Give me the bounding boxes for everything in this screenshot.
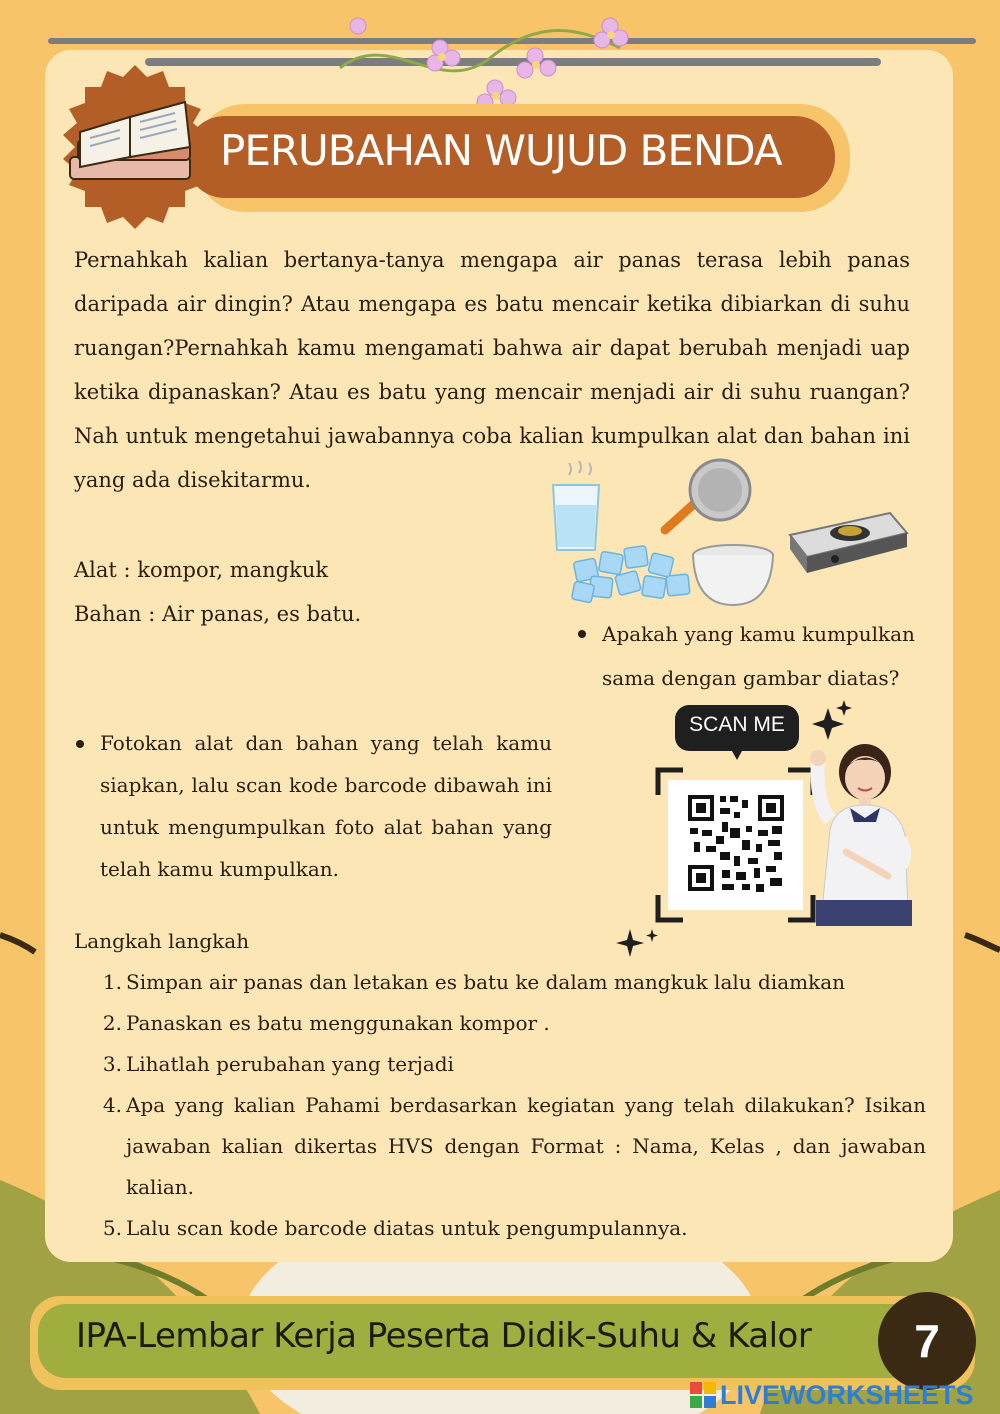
scan-me-label: SCAN ME xyxy=(689,713,785,736)
sparkle-icon xyxy=(614,925,660,959)
step-item xyxy=(100,962,926,1003)
step-number: 1. xyxy=(102,970,122,994)
flower-vine-decoration xyxy=(330,8,630,118)
step-number: 3. xyxy=(102,1052,122,1076)
step-text: Lalu scan kode barcode diatas untuk pengumpulannya. xyxy=(126,1216,688,1240)
photo-instruction-bullet xyxy=(74,722,552,890)
pan-icon xyxy=(665,460,750,530)
bahan-line: Bahan : Air panas, es batu. xyxy=(74,602,362,626)
steps-list xyxy=(100,962,926,1249)
bowl-icon xyxy=(693,545,773,605)
student-illustration xyxy=(810,744,912,926)
intro-paragraph: Pernahkah kalian bertanya-tanya mengapa air panas terasa lebih panas daripada air dingin? Atau mengapa es batu mencair ketika dibiarkan di suhu ruangan?Pernahkah kamu mengamati bahwa air dapat berubah menjadi uap ketika dipanaskan? Atau es batu yang mencair menjadi air di suhu ruangan? Nah untuk mengetahui jawabannya coba kalian kumpulkan alat dan bahan ini yang ada disekitarmu. xyxy=(74,248,910,492)
step-item xyxy=(100,1208,926,1249)
alat-line: Alat : kompor, mangkuk xyxy=(74,558,329,582)
step-number: 5. xyxy=(102,1216,122,1240)
step-item xyxy=(100,1085,926,1208)
page-title: PERUBAHAN WUJUD BENDA xyxy=(220,126,782,175)
photo-instruction-text: Fotokan alat dan bahan yang telah kamu siapkan, lalu scan kode barcode dibawah ini untuk mengumpulkan foto alat bahan yang telah kamu kumpulkan. xyxy=(74,722,552,890)
step-number: 2. xyxy=(102,1011,122,1035)
step-item xyxy=(100,1003,926,1044)
question-bullet xyxy=(576,612,946,700)
open-book-icon xyxy=(50,62,220,232)
watermark: LIVEWORKSHEETS xyxy=(720,1380,974,1410)
question-text: Apakah yang kamu kumpulkan sama dengan gambar diatas? xyxy=(576,612,946,700)
page-number: 7 xyxy=(878,1292,976,1390)
scan-section xyxy=(650,700,930,940)
step-text: Apa yang kalian Pahami berdasarkan kegiatan yang telah dilakukan? Isikan jawaban kalian dikertas HVS dengan Format : Nama, Kelas , dan jawaban kalian. xyxy=(126,1093,926,1199)
tools-materials-illustration xyxy=(545,455,915,620)
ice-cubes-icon xyxy=(571,546,690,603)
step-text: Simpan air panas dan letakan es batu ke dalam mangkuk lalu diamkan xyxy=(126,970,846,994)
materials-list xyxy=(74,548,494,636)
gas-stove-icon xyxy=(790,513,907,573)
footer-title: IPA-Lembar Kerja Peserta Didik-Suhu & Kalor xyxy=(76,1316,812,1356)
liveworksheets-logo-icon xyxy=(690,1382,716,1408)
step-item xyxy=(100,1044,926,1085)
glass-of-water-icon xyxy=(553,461,599,550)
steps-title: Langkah langkah xyxy=(74,929,250,953)
step-text: Panaskan es batu menggunakan kompor . xyxy=(126,1011,550,1035)
step-number: 4. xyxy=(102,1093,122,1117)
step-text: Lihatlah perubahan yang terjadi xyxy=(126,1052,454,1076)
